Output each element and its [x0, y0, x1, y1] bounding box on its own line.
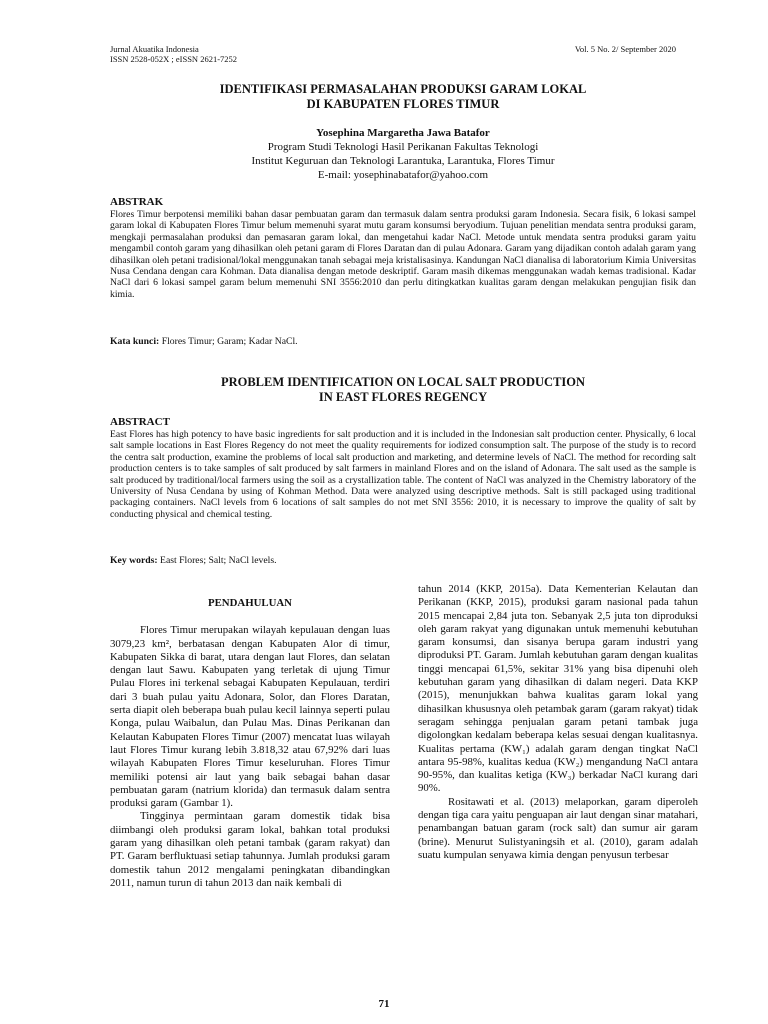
journal-issn: ISSN 2528-052X ; eISSN 2621-7252 — [110, 54, 238, 64]
title-english — [110, 375, 696, 405]
kata-kunci — [110, 336, 298, 347]
running-header-right: Vol. 5 No. 2/ September 2020 — [574, 44, 676, 54]
author-block — [110, 126, 696, 182]
running-header-left — [110, 44, 237, 64]
title-en-line1: PROBLEM IDENTIFICATION ON LOCAL SALT PRODUCTION — [220, 375, 586, 389]
paragraph: Rositawati et al. (2013) melaporkan, garam diperoleh dengan tiga cara yaitu penguapan air laut dengan sinar matahari, penambangan batuan garam (rock salt) dan sumur air garam (brine). Menurut Sulistyaningsih et al. (2010), garam adalah suatu kumpulan senyawa kimia dengan penyusun terbesar — [418, 795, 698, 861]
section-heading-pendahuluan: PENDAHULUAN — [208, 597, 292, 609]
paragraph: Flores Timur merupakan wilayah kepulauan dengan luas 3079,23 km², berbatasan dengan Kabupaten Alor di timur, Kabupaten Sikka di barat, utara dengan laut Flores, dan selatan dengan laut Sawu. Kabupaten yang terletak di ujung Timur Pulau Flores ini terkenal sebagai Kabupaten Kepulauan, terdiri dari 3 buah pulau yaitu Adonara, Solor, dan Flores Daratan, serta diapit oleh beberapa buah pulau kecil lainnya seperti pulau Konga, pulau Waibalun, dan Pulau Mas. Dinas Perikanan dan Kelautan Kabupaten Flores Timur (2007) mencatat luas wilayah laut Flores Timur kurang lebih 3.818,32 atau 67,92% dari luas wilayah Kabupaten Flores Timur keseluruhan. Flores Timur memiliki potensi air laut yang baik sebagai bahan dasar pembuatan garam (natrium klorida) dan termasuk dalam sentra produksi garam (Gambar 1). — [110, 624, 390, 810]
title-id-line2: DI KABUPATEN FLORES TIMUR — [306, 97, 500, 111]
body-column-right — [418, 583, 698, 862]
key-words-text: East Flores; Salt; NaCl levels. — [157, 555, 277, 566]
author-affiliation-2: Institut Keguruan dan Teknologi Larantuka, Larantuka, Flores Timur — [251, 155, 555, 167]
author-affiliation-1: Program Studi Teknologi Hasil Perikanan Fakultas Teknologi — [267, 141, 539, 153]
journal-name: Jurnal Akuatika Indonesia — [110, 44, 199, 54]
key-words-label: Key words: — [110, 555, 158, 566]
key-words — [110, 555, 277, 566]
abstrak-text: Flores Timur berpotensi memiliki bahan dasar pembuatan garam dan termasuk dalam sentra produksi garam Indonesia. Secara fisik, 6 lokasi sampel garam lokal di Kabupaten Flores Timur belum memenuhi syarat mutu garam konsumsi beryodium. Tujuan penelitian mendata sentra produksi garam, mengkaji permasalahan produksi dan pemasaran garam lokal, dan mengetahui kadar NaCl. Metode untuk mendata sentra produksi garam yaitu mengambil contoh garam yang dihasilkan oleh petani garam di Flores Daratan dan di pulau Adonara. Garam yang dijadikan contoh adalah garam yang dihasilkan oleh petani tradisional/lokal menggunakan tanah sebagai meja kristalisasinya. Kandungan NaCl dianalisa di laboratorium Kimia Universitas Nusa Cendana dengan cara Kohman. Data dianalisa dengan metode deskriptif. Garam masih dikemas menggunakan wadah kemas tradisional. Kadar NaCl dari 6 lokasi sampel garam belum memenuhi SNI 3556:2010 dan perlu ditingkatkan kualitas garam dengan melakukan pengujian fisik dan kimia. — [110, 209, 696, 300]
kata-kunci-text: Flores Timur; Garam; Kadar NaCl. — [159, 336, 298, 347]
abstrak-heading: ABSTRAK — [110, 196, 164, 208]
kata-kunci-label: Kata kunci: — [110, 336, 160, 347]
title-en-line2: IN EAST FLORES REGENCY — [318, 390, 488, 404]
title-id-line1: IDENTIFIKASI PERMASALAHAN PRODUKSI GARAM LOKAL — [219, 82, 587, 96]
author-name: Yosephina Margaretha Jawa Batafor — [316, 127, 490, 139]
author-email: E-mail: yosephinabatafor@yahoo.com — [317, 169, 489, 181]
title-indonesian — [110, 82, 696, 112]
abstract-heading: ABSTRACT — [110, 416, 170, 428]
abstract-text: East Flores has high potency to have basic ingredients for salt production and it is included in the Indonesian salt production center. Physically, 6 local salt sample locations in East Flores Regency do not meet the quality requirements for iodized consumption salt. The purpose of the study is to record the centra salt production, examine the problems of local salt production and marketing, and determine levels of NaCl. The method for recording salt production centers is to take samples of salt produced by salt farmers in mainland Flores and on the island of Adonara. The salt used as the sample is salt produced by traditional/local farmers using the soil as a crystallization table. The content of NaCl was analyzed in the Chemistry laboratory of the University of Nusa Cendana by using of Kohman Method. Data were analyzed using descriptive methods. Salt is still packaged using traditional packaging containers. NaCl levels from 6 locations of salt samples do not met SNI 3556: 2010, it is necessary to improve the quality of salt by conducting physical and chemical testing. — [110, 429, 696, 520]
paragraph: Tingginya permintaan garam domestik tidak bisa diimbangi oleh produksi garam lokal, bahkan total produksi garam yang dihasilkan oleh petani tambak (garam rakyat) dan PT. Garam berfluktuasi setiap tahunnya. Jumlah produksi garam domestik tahun 2012 mengalami peningkatan dibandingkan 2011, namun turun di tahun 2013 dan naik kembali di — [110, 810, 390, 889]
paragraph: tahun 2014 (KKP, 2015a). Data Kementerian Kelautan dan Perikanan (KKP, 2015), produksi garam nasional pada tahun 2015 mencapai 2,84 juta ton. Sebanyak 2,5 juta ton diproduksi oleh garam rakyat yang digunakan untuk memenuhi kebutuhan garam konsumsi, dan sisanya berupa garam industri yang diproduksi PT. Garam. Jumlah kebutuhan garam dengan kualitas tinggi mencapai 61,5%, sekitar 31% yang bisa dipenuhi oleh kebutuhan garam yang dihasilkan di dalam negeri. Data KKP (2015), menunjukkan bahwa kualitas garam lokal yang dihasilkan khususnya oleh petambak garam (garam rakyat) tidak seragam sehingga penjualan garam petani tambak juga digolongkan kedalam beberapa kelas sesuai dengan kualitasnya. Kualitas pertama (KW₁) adalah garam dengan tingkat NaCl antara 95-98%, kualitas kedua (KW₂) mengandung NaCl antara 90-95%, dan kualitas ketiga (KW₃) berkadar NaCl kurang dari 90%. — [418, 583, 698, 795]
body-column-left — [110, 597, 390, 890]
page-number: 71 — [378, 998, 390, 1010]
